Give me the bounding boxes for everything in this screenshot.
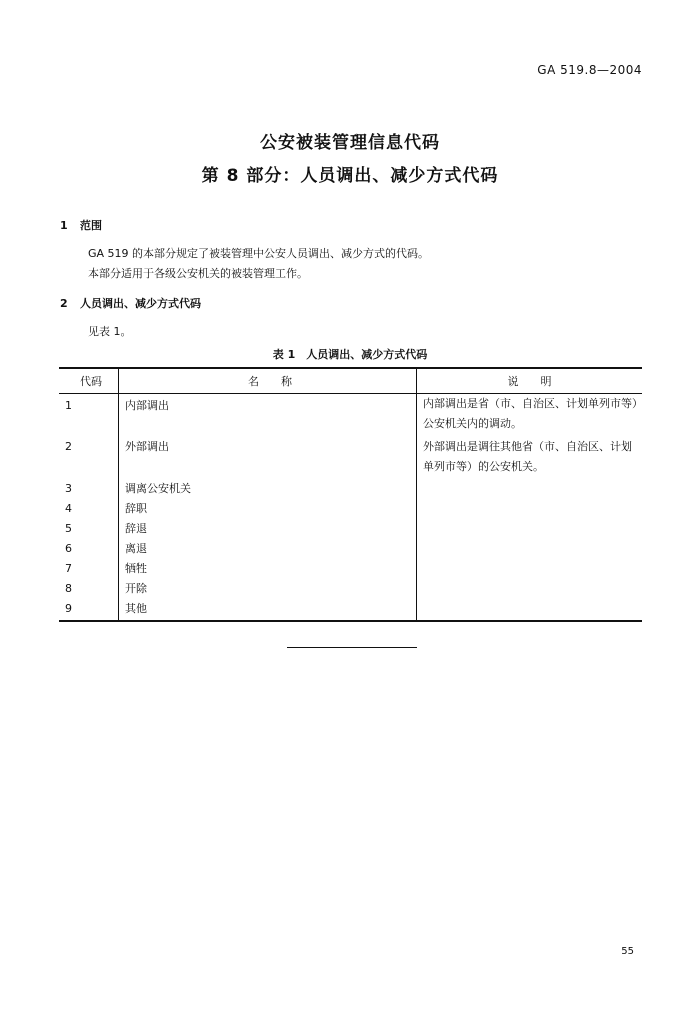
cell-code: 1 xyxy=(65,399,72,412)
header-code: 代码 xyxy=(59,368,119,394)
cell-code: 7 xyxy=(65,561,72,575)
code-table xyxy=(59,367,642,622)
section-1-heading xyxy=(60,217,102,233)
table-row xyxy=(59,599,642,621)
cell-name: 开除 xyxy=(119,579,417,599)
table-row xyxy=(59,559,642,579)
cell-code: 6 xyxy=(65,541,72,555)
cell-code: 4 xyxy=(65,501,72,515)
table-row xyxy=(59,579,642,599)
cell-description: 外部调出是调往其他省（市、自治区、计划单列市等）的公安机关。 xyxy=(417,437,643,479)
cell-code: 5 xyxy=(65,521,72,535)
end-rule xyxy=(287,647,417,648)
table-row xyxy=(59,479,642,499)
cell-description xyxy=(417,579,643,599)
cell-description xyxy=(417,559,643,579)
cell-code: 2 xyxy=(65,439,72,453)
cell-description: 内部调出是省（市、自治区、计划单列市等）公安机关内的调动。 xyxy=(417,394,643,437)
cell-name: 辞退 xyxy=(119,519,417,539)
page-number: 55 xyxy=(621,946,634,957)
title-line-1: 公安被装管理信息代码 xyxy=(260,133,440,153)
cell-name: 内部调出 xyxy=(119,394,417,437)
cell-description xyxy=(417,519,643,539)
section-1-number: 1 xyxy=(60,219,68,232)
header-name: 名 称 xyxy=(119,368,417,394)
section-2-number: 2 xyxy=(60,297,68,310)
cell-code: 8 xyxy=(65,581,72,595)
cell-description xyxy=(417,499,643,519)
cell-description xyxy=(417,539,643,559)
cell-name: 其他 xyxy=(119,599,417,621)
cell-name: 辞职 xyxy=(119,499,417,519)
table-row xyxy=(59,499,642,519)
cell-name: 外部调出 xyxy=(119,437,417,479)
section-2-heading xyxy=(60,295,201,311)
section-1-paragraph-2: 本部分适用于各级公安机关的被装管理工作。 xyxy=(88,267,308,280)
cell-description xyxy=(417,599,643,621)
table-row xyxy=(59,519,642,539)
standard-number: GA 519.8—2004 xyxy=(537,63,642,77)
cell-code: 9 xyxy=(59,599,119,621)
document-title xyxy=(0,128,700,186)
cell-name: 离退 xyxy=(119,539,417,559)
table-caption: 表 1 人员调出、减少方式代码 xyxy=(272,348,428,361)
table-row xyxy=(59,394,642,437)
title-line-2: 第 8 部分：人员调出、减少方式代码 xyxy=(201,166,499,186)
table-row xyxy=(59,437,642,479)
table-header-row xyxy=(59,368,642,394)
header-description: 说 明 xyxy=(417,368,643,394)
section-1-paragraph-1: GA 519 的本部分规定了被装管理中公安人员调出、减少方式的代码。 xyxy=(88,247,430,260)
cell-code: 3 xyxy=(65,481,72,495)
section-2-title: 人员调出、减少方式代码 xyxy=(80,297,201,310)
table-row xyxy=(59,539,642,559)
cell-name: 调离公安机关 xyxy=(119,479,417,499)
section-2-paragraph-1: 见表 1。 xyxy=(88,325,132,338)
section-1-title: 范围 xyxy=(80,219,102,232)
cell-description xyxy=(417,479,643,499)
cell-name: 牺牲 xyxy=(119,559,417,579)
